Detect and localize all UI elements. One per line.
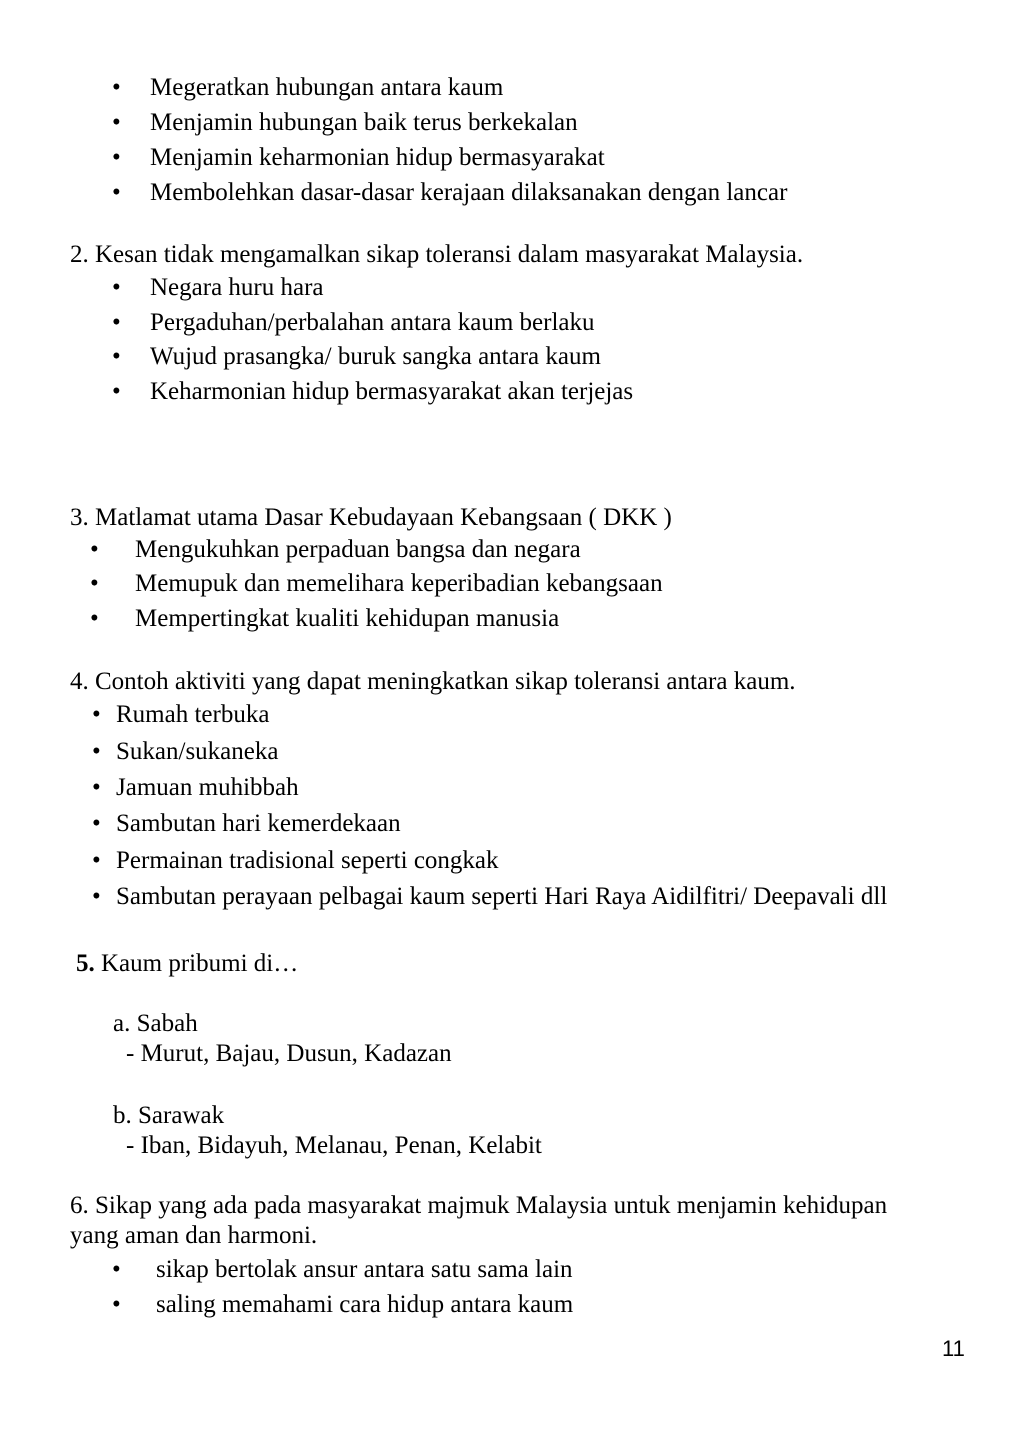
bullet-icon: • (92, 701, 101, 728)
bullet-icon: • (112, 309, 121, 336)
bullet-icon: • (112, 144, 121, 171)
bullet-icon: • (90, 536, 99, 563)
bullet-icon: • (92, 883, 101, 910)
section-heading-continued: yang aman dan harmoni. (70, 1222, 318, 1249)
bullet-icon: • (112, 274, 121, 301)
region-label: b. Sarawak (113, 1102, 225, 1129)
bullet-icon: • (112, 378, 121, 405)
bullet-icon: • (90, 605, 99, 632)
bullet-icon: • (92, 810, 101, 837)
region-label: a. Sabah (113, 1010, 198, 1037)
region-detail: - Murut, Bajau, Dusun, Kadazan (126, 1040, 452, 1067)
bullet-icon: • (90, 570, 99, 597)
bullet-icon: • (112, 179, 121, 206)
bullet-icon: • (112, 1256, 121, 1283)
section-heading: 2. Kesan tidak mengamalkan sikap toleransi dalam masyarakat Malaysia. (70, 241, 804, 268)
section-number: 5. (76, 950, 95, 977)
bullet-icon: • (112, 343, 121, 370)
page-number: 11 (942, 1336, 965, 1361)
bullet-icon: • (92, 738, 101, 765)
region-detail: - Iban, Bidayuh, Melanau, Penan, Kelabit (126, 1132, 542, 1159)
bullet-icon: • (112, 109, 121, 136)
section-heading: 5. Kaum pribumi di… (76, 950, 299, 977)
bullet-icon: • (92, 847, 101, 874)
section-heading: 6. Sikap yang ada pada masyarakat majmuk Malaysia untuk menjamin kehidupan (70, 1192, 888, 1219)
bullet-icon: • (92, 774, 101, 801)
section-heading: 4. Contoh aktiviti yang dapat meningkatkan sikap toleransi antara kaum. (70, 668, 796, 695)
section-heading: 3. Matlamat utama Dasar Kebudayaan Kebangsaan ( DKK ) (70, 504, 672, 531)
bullet-icon: • (112, 74, 121, 101)
bullet-icon: • (112, 1291, 121, 1318)
